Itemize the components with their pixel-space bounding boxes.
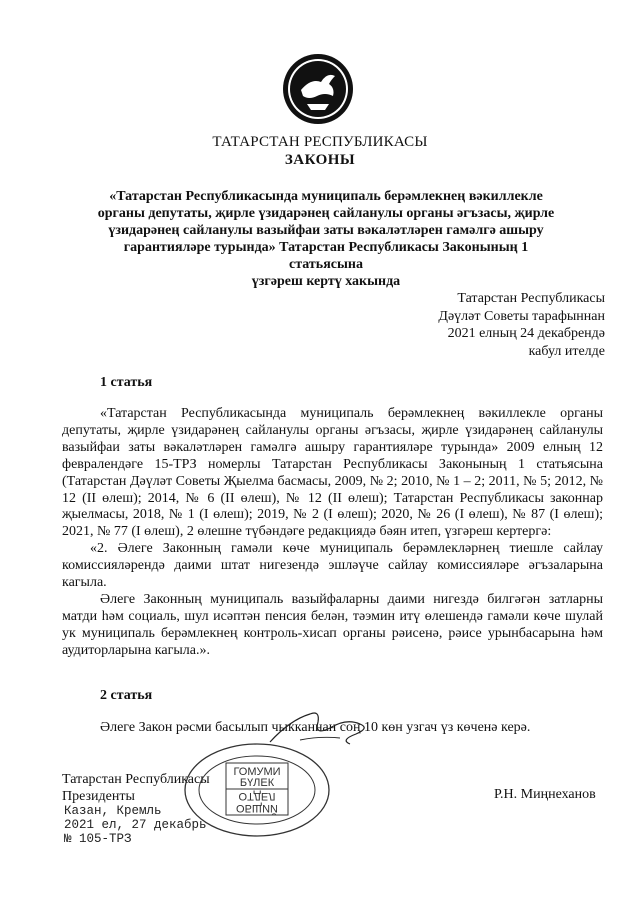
article-1-paragraph: «2. Әлеге Законның гамәли көче муниципаль берәмлекләрнең тиешле сайлау комиссияләрендә даими штат нигезендә эшләүче сайлау комиссияләре әгъзаларына кагыла. bbox=[62, 541, 603, 591]
signatory-name: Р.Н. Миңнеханов bbox=[494, 787, 596, 802]
law-number: № 105-ТРЗ bbox=[64, 832, 132, 846]
adoption-line: кабул ителде bbox=[528, 343, 605, 359]
place-line: Казан, Кремль bbox=[64, 804, 162, 818]
adoption-line: 2021 елның 24 декабрендә bbox=[447, 326, 605, 341]
title-line: үзидарәнең сайланулы вазыйфаи заты вәкаләтләрен гамәлгә ашыру bbox=[108, 223, 544, 238]
stamp-line: БҮЛЕК bbox=[239, 777, 275, 789]
office-stamp-icon bbox=[182, 741, 332, 839]
signatory-title-line: Президенты bbox=[62, 789, 135, 804]
adoption-note bbox=[438, 290, 605, 360]
title-line: «Татарстан Республикасында муниципаль берәмлекнең вәкиллекле bbox=[109, 189, 543, 204]
adoption-line: Дәүләт Советы тарафыннан bbox=[438, 308, 605, 324]
republic-header: ТАТАРСТАН РЕСПУБЛИКАСЫ bbox=[212, 134, 428, 150]
stamp-line-mirrored: ОТДЕЛ bbox=[238, 790, 276, 802]
signatory-title-line: Татарстан Республикасы bbox=[62, 772, 210, 787]
date-line: 2021 ел, 27 декабрь bbox=[64, 818, 207, 832]
adoption-line: Татарстан Республикасы bbox=[457, 291, 605, 306]
article-1-paragraph: «Татарстан Республикасында муниципаль берәмлекнең вәкиллекле органы депутаты, җирле үзидарәнең сайланулы органы әгъзасы, җирле үзидарәнең сайланулы вазыйфаи заты вәкаләтләрен гамәлгә ашыру гарантияләре турында» 2009 елның 12 февралендәге 15-ТРЗ номерлы Татарстан Республикасы Законының 1 статьясына (Татарстан Дәүләт Советы Җыелма басмасы, 2009, № 2; 2010, № 1 – 2; 2011, № 5; 2012, № 12 (II өлеш); 2014, № 6 (II өлеш), № 12 (II өлеш); Татарстан Республикасы законнар җыелмасы, 2018, № 1 (I өлеш); 2019, № 2 (I өлеш); 2020, № 26 (I өлеш), № 87 (I өлеш); 2021, № 77 (I өлеш), 2 өлешне түбәндәге редакциядә бәян итеп, үзгәреш кертергә: bbox=[62, 406, 603, 540]
emblem-seal-icon bbox=[281, 52, 355, 126]
law-title bbox=[96, 188, 556, 290]
title-line: гарантияләре турында» Татарстан Республикасы Законының 1 статьясына bbox=[123, 240, 529, 272]
law-header: ЗАКОНЫ bbox=[284, 152, 356, 168]
article-2-body: Әлеге Закон рәсми басылып чыкканнан соң 10 көн узгач үз көченә керә. bbox=[100, 720, 531, 735]
article-1-body bbox=[62, 406, 603, 660]
article-1-heading: 1 статья bbox=[100, 375, 153, 390]
stamp-line-mirrored: ОБЩИЙ bbox=[236, 802, 278, 814]
title-line: органы депутаты, җирле үзидарәнең сайланулы органы әгъзасы, җирле bbox=[97, 206, 555, 221]
stamp-line: ГОМУМИ bbox=[233, 766, 281, 778]
title-line: үзгәреш кертү хакында bbox=[251, 274, 401, 289]
article-2-heading: 2 статья bbox=[100, 688, 153, 703]
article-1-paragraph: Әлеге Законның муниципаль вазыйфаларны даими нигездә билгәгән затларны матди һәм социаль, шул исәптән пенсия белән, тәэмин итү өлешендә гамәли көче шулай ук муниципаль берәмлекнең контроль-хисап органы рәисенә, рәисе урынбасарына һәм аудиторларына кагыла.». bbox=[62, 591, 603, 658]
